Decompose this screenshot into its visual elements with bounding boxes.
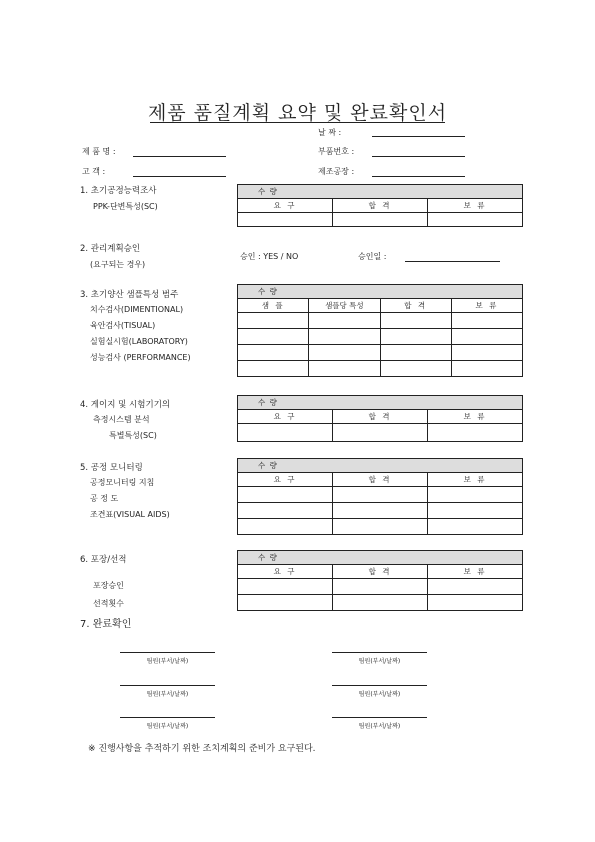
sample-header: 샘 플 <box>238 299 309 313</box>
section-4-sub-msa: 측정시스템 분석 <box>93 415 150 424</box>
signature-caption: 팀원(부서/날짜) <box>358 658 401 665</box>
section-3-sub-laboratory: 실험실시험(LABORATORY) <box>90 337 188 346</box>
qty-header: 수 량 <box>238 459 523 473</box>
approval-date-label: 승인일 : <box>358 252 387 261</box>
section-1-sub-ppk: PPK-단변특성(SC) <box>93 202 158 211</box>
hold-header: 보 류 <box>451 299 522 313</box>
table-cell[interactable] <box>428 579 523 595</box>
section-6-title: 6. 포장/선적 <box>80 555 127 565</box>
approval-date-field[interactable] <box>405 261 500 262</box>
table-cell[interactable] <box>238 345 309 361</box>
title-underline <box>150 122 445 123</box>
footer-note: ※ 진행사항을 추적하기 위한 조치계획의 준비가 요구된다. <box>88 744 316 754</box>
char-per-sample-header: 샘플당 특성 <box>309 299 380 313</box>
section-5-sub-visual-aids: 조견표(VISUAL AIDS) <box>90 510 170 519</box>
signature-line[interactable] <box>120 717 215 718</box>
table-cell[interactable] <box>451 361 522 377</box>
qty-header: 수 량 <box>238 185 523 199</box>
part-number-label: 부품번호 : <box>318 147 355 156</box>
section-5-sub-flow: 공 정 도 <box>90 494 119 503</box>
table-cell[interactable] <box>428 487 523 503</box>
table-cell[interactable] <box>380 345 451 361</box>
table-cell[interactable] <box>333 213 428 227</box>
table-cell[interactable] <box>428 213 523 227</box>
req-header: 요 구 <box>238 410 333 424</box>
pass-header: 합 격 <box>333 199 428 213</box>
product-name-field[interactable] <box>133 156 226 157</box>
table-cell[interactable] <box>238 519 333 535</box>
section-5-title: 5. 공정 모니터링 <box>80 463 143 473</box>
section-6-table <box>237 550 523 611</box>
table-cell[interactable] <box>238 329 309 345</box>
pass-header: 합 격 <box>333 410 428 424</box>
table-cell[interactable] <box>309 361 380 377</box>
table-cell[interactable] <box>238 361 309 377</box>
section-4-sub-sc: 특별특성(SC) <box>109 431 157 440</box>
section-1-table <box>237 184 523 227</box>
section-7-title: 7. 완료확인 <box>80 619 132 630</box>
section-6-sub-shipping: 선적횟수 <box>93 599 124 608</box>
table-cell[interactable] <box>333 595 428 611</box>
section-3-table <box>237 284 523 377</box>
signature-caption: 팀원(부서/날짜) <box>146 658 189 665</box>
table-cell[interactable] <box>333 519 428 535</box>
part-number-field[interactable] <box>372 156 465 157</box>
table-cell[interactable] <box>309 313 380 329</box>
qty-header: 수 량 <box>238 551 523 565</box>
section-2-sub: (요구되는 경우) <box>90 260 146 269</box>
table-cell[interactable] <box>428 503 523 519</box>
table-cell[interactable] <box>238 595 333 611</box>
table-cell[interactable] <box>380 329 451 345</box>
table-cell[interactable] <box>238 487 333 503</box>
table-cell[interactable] <box>451 345 522 361</box>
section-3-title: 3. 초기양산 샘플특성 범주 <box>80 290 179 300</box>
signature-line[interactable] <box>120 685 215 686</box>
signature-line[interactable] <box>332 652 427 653</box>
date-field[interactable] <box>372 136 465 137</box>
req-header: 요 구 <box>238 199 333 213</box>
hold-header: 보 류 <box>428 199 523 213</box>
table-cell[interactable] <box>333 424 428 442</box>
section-4-table <box>237 395 523 442</box>
table-cell[interactable] <box>309 329 380 345</box>
table-cell[interactable] <box>380 361 451 377</box>
section-6-sub-packing: 포장승인 <box>93 581 124 590</box>
signature-line[interactable] <box>120 652 215 653</box>
pass-header: 합 격 <box>333 473 428 487</box>
section-3-sub-visual: 육안검사(TISUAL) <box>90 321 156 330</box>
signature-caption: 팀원(부서/날짜) <box>358 723 401 730</box>
qty-header: 수 량 <box>238 396 523 410</box>
table-cell[interactable] <box>333 579 428 595</box>
section-5-table <box>237 458 523 535</box>
customer-label: 고 객 : <box>82 167 106 176</box>
table-cell[interactable] <box>238 579 333 595</box>
pass-header: 합 격 <box>380 299 451 313</box>
table-cell[interactable] <box>333 503 428 519</box>
signature-caption: 팀원(부서/날짜) <box>146 723 189 730</box>
customer-field[interactable] <box>133 176 226 177</box>
plant-label: 제조공장 : <box>318 167 355 176</box>
req-header: 요 구 <box>238 565 333 579</box>
section-1-title: 1. 초기공정능력조사 <box>80 186 157 196</box>
signature-line[interactable] <box>332 717 427 718</box>
hold-header: 보 류 <box>428 473 523 487</box>
table-cell[interactable] <box>428 519 523 535</box>
approval-yes-no[interactable]: 승인 : YES / NO <box>240 252 299 261</box>
table-cell[interactable] <box>238 424 333 442</box>
section-3-sub-dimensional: 치수검사(DIMENTIONAL) <box>90 305 184 314</box>
hold-header: 보 류 <box>428 410 523 424</box>
table-cell[interactable] <box>451 313 522 329</box>
table-cell[interactable] <box>428 424 523 442</box>
section-4-title: 4. 게이지 및 시험기기의 <box>80 400 171 410</box>
table-cell[interactable] <box>380 313 451 329</box>
section-5-sub-guideline: 공정모니터링 지침 <box>90 478 155 487</box>
table-cell[interactable] <box>309 345 380 361</box>
signature-line[interactable] <box>332 685 427 686</box>
signature-caption: 팀원(부서/날짜) <box>146 691 189 698</box>
section-2-title: 2. 관리계획승인 <box>80 244 141 254</box>
signature-caption: 팀원(부서/날짜) <box>358 691 401 698</box>
table-cell[interactable] <box>238 213 333 227</box>
section-3-sub-performance: 성능검사 (PERFORMANCE) <box>90 353 191 362</box>
plant-field[interactable] <box>372 176 465 177</box>
qty-header: 수 량 <box>238 285 523 299</box>
table-cell[interactable] <box>333 487 428 503</box>
product-name-label: 제 품 명 : <box>82 147 116 156</box>
hold-header: 보 류 <box>428 565 523 579</box>
table-cell[interactable] <box>451 329 522 345</box>
table-cell[interactable] <box>428 595 523 611</box>
table-cell[interactable] <box>238 313 309 329</box>
pass-header: 합 격 <box>333 565 428 579</box>
date-label: 날 짜 : <box>318 128 342 137</box>
table-cell[interactable] <box>238 503 333 519</box>
req-header: 요 구 <box>238 473 333 487</box>
page-title: 제품 품질계획 요약 및 완료확인서 <box>147 102 448 124</box>
